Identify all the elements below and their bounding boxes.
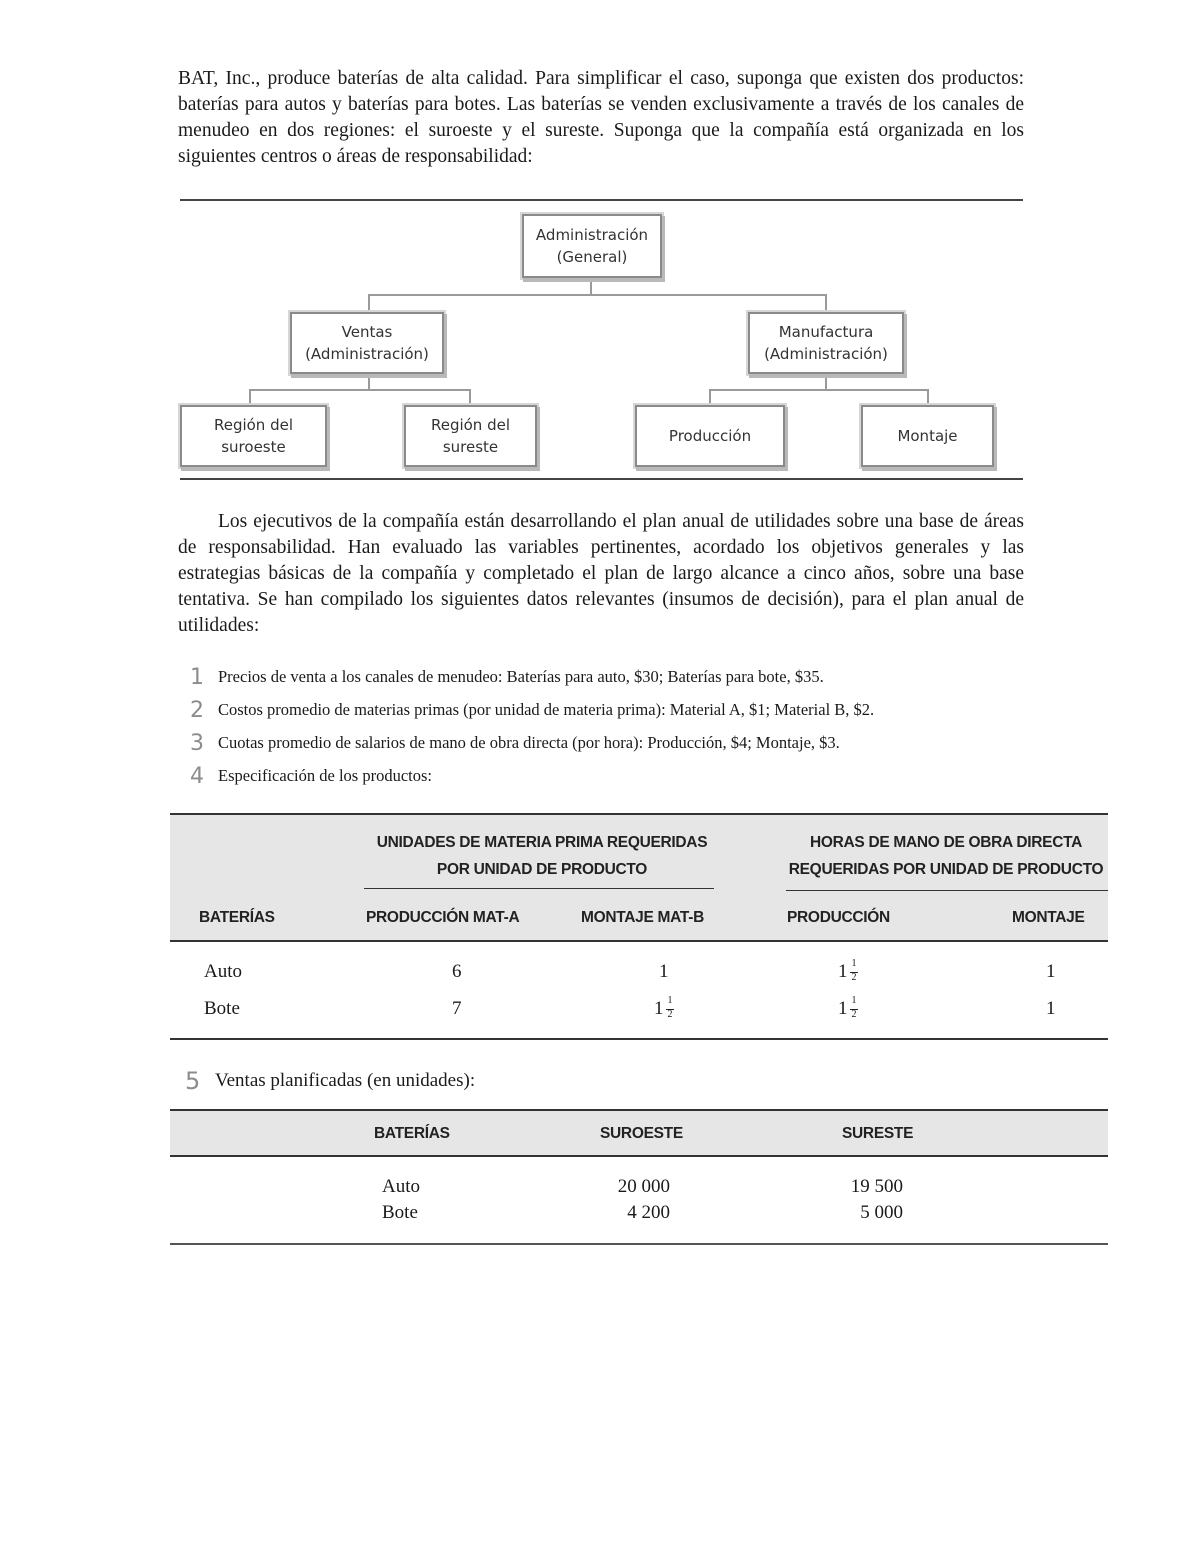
table-cell: 1 (1046, 998, 1056, 1019)
col-header-production-hours: PRODUCCIÓN (787, 909, 890, 926)
table-cell: 1 (659, 961, 669, 982)
col-header-production-mat-a: PRODUCCIÓN MAT-A (366, 909, 520, 926)
intro-paragraph: BAT, Inc., produce baterías de alta calidad. Para simplificar el caso, suponga que existen dos productos: baterías para autos y baterías para botes. Las baterías se venden exclusivamente a través de los canales de menudeo en dos regiones: el suroeste y el sureste. Suponga que la compañía está organizada en los siguientes centros o áreas de responsabilidad: (178, 68, 1024, 167)
list-item: 2 Costos promedio de materias primas (por unidad de materia prima): Material A, $1; Material B, $2. (190, 697, 875, 723)
table-cell: 1 1 2 (838, 995, 857, 1020)
list-item: 4 Especificación de los productos: (190, 763, 432, 789)
org-node-production: Producción (635, 405, 785, 467)
col-header-batteries: BATERÍAS (199, 909, 275, 926)
col-header-assembly-hours: MONTAJE (1012, 909, 1085, 926)
table-cell: 1 (1046, 961, 1056, 982)
table-cell: 1 1 2 (654, 995, 673, 1020)
col-header-southwest: SUROESTE (600, 1125, 683, 1142)
table-cell: 5 000 (860, 1202, 903, 1223)
table-row: Bote (382, 1202, 418, 1223)
spec-group-labor-header: HORAS DE MANO DE OBRA DIRECTA REQUERIDAS POR UNIDAD DE PRODUCTO (788, 834, 1104, 878)
table-row: Auto (204, 961, 242, 982)
org-node-assembly: Montaje (861, 405, 994, 467)
chart-bottom-rule (180, 478, 1023, 480)
org-node-southeast-region: Región del sureste (404, 405, 537, 467)
table-cell: 7 (452, 998, 462, 1019)
list-item: 1 Precios de venta a los canales de menudeo: Baterías para auto, $30; Baterías para bote, $35. (190, 664, 824, 690)
chart-top-rule (180, 199, 1023, 201)
spec-group-materials-header: UNIDADES DE MATERIA PRIMA REQUERIDAS POR UNIDAD DE PRODUCTO (376, 834, 708, 878)
table-cell: 1 1 2 (838, 958, 857, 983)
table-cell: 6 (452, 961, 462, 982)
col-header-assembly-mat-b: MONTAJE MAT-B (581, 909, 704, 926)
org-node-manufacturing-admin: Manufactura (Administración) (748, 312, 904, 374)
table-row: Auto (382, 1176, 420, 1197)
col-header-southeast: SURESTE (842, 1125, 914, 1142)
org-node-southwest-region: Región del suroeste (180, 405, 327, 467)
table-cell: 19 500 (850, 1176, 903, 1197)
table-cell: 4 200 (627, 1202, 670, 1223)
table-row: Bote (204, 998, 240, 1019)
org-node-sales-admin: Ventas (Administración) (290, 312, 444, 374)
table-cell: 20 000 (617, 1176, 670, 1197)
list-item: 5 Ventas planificadas (en unidades): (185, 1067, 476, 1095)
planning-paragraph: Los ejecutivos de la compañía están desarrollando el plan anual de utilidades sobre una base de áreas de responsabilidad. Han evaluado las variables pertinentes, acordado los objetivos generales y las estrategias básicas de la compañía y completado el plan de largo alcance a cinco años, sobre una base tentativa. Se han compilado los siguientes datos relevantes (insumos de decisión), para el plan anual de utilidades: (178, 511, 1024, 636)
col-header-batteries: BATERÍAS (374, 1125, 450, 1142)
org-node-general-admin: Administración (General) (522, 214, 662, 278)
list-item: 3 Cuotas promedio de salarios de mano de obra directa (por hora): Producción, $4; Montaje, $3. (190, 730, 840, 756)
